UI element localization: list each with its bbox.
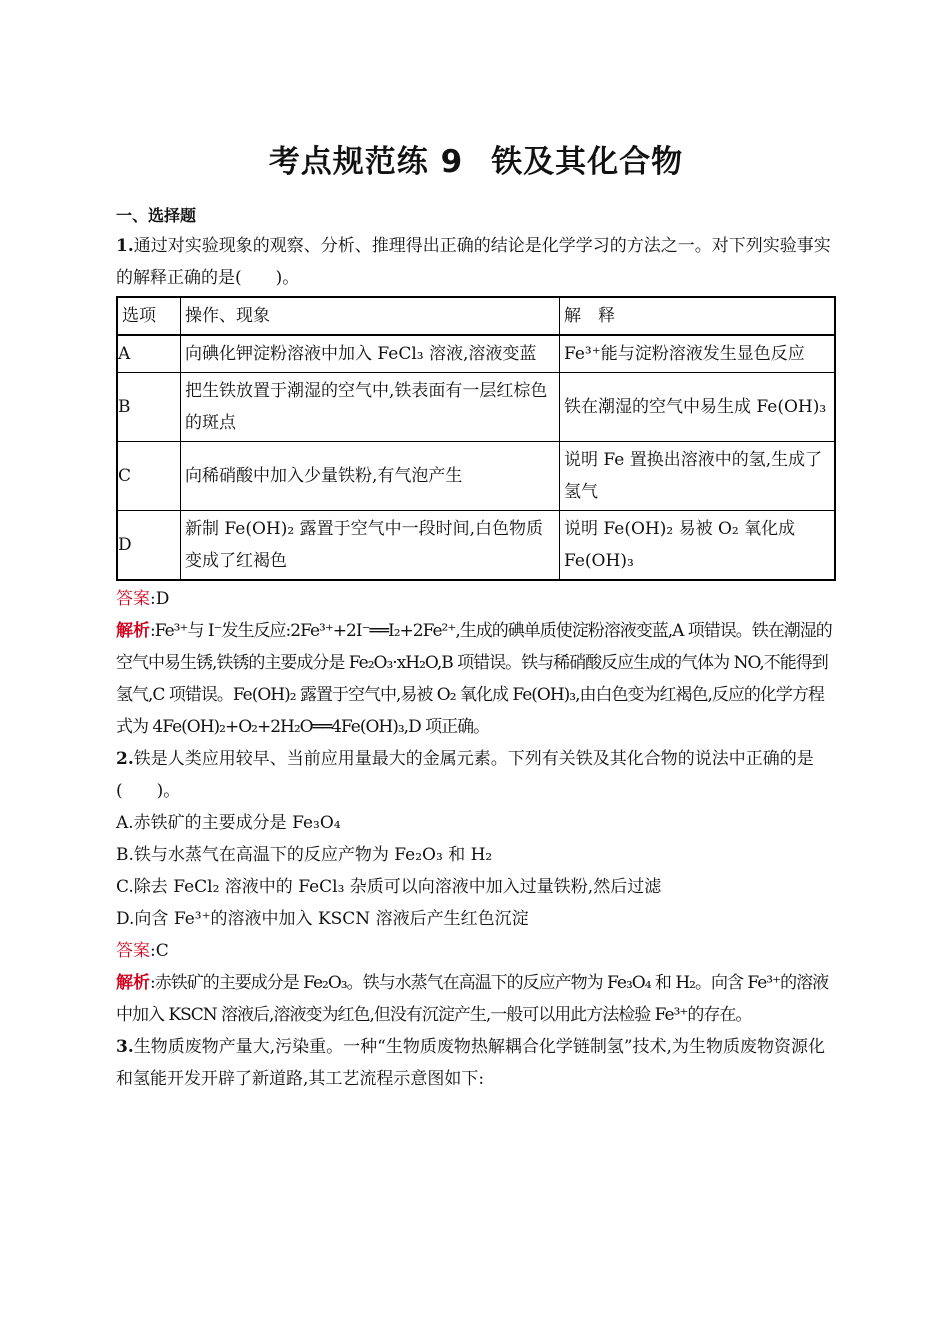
answer-1 [116,583,836,615]
table-header: 选项 [117,297,181,335]
table-cell: 铁在潮湿的空气中易生成 Fe(OH)₃ [560,373,836,442]
table-row [117,373,835,442]
answer-label: 答案 [116,589,150,609]
option-a: A.赤铁矿的主要成分是 Fe₃O₄ [116,813,341,833]
answer-value: :D [150,589,170,609]
table-cell: 新制 Fe(OH)₂ 露置于空气中一段时间,白色物质变成了红褐色 [181,511,560,581]
table-cell: 说明 Fe 置换出溶液中的氢,生成了氢气 [560,442,836,511]
table-header: 操作、现象 [181,297,560,335]
question-1-table [116,296,836,581]
explanation-2 [116,967,836,1031]
question-stem: 铁是人类应用较早、当前应用量最大的金属元素。下列有关铁及其化合物的说法中正确的是( )。 [116,749,814,801]
page-title [116,136,836,181]
explanation-label: 解析 [116,621,150,641]
explanation-1 [116,615,836,743]
explanation-text: :赤铁矿的主要成分是 Fe₂O₃。铁与水蒸气在高温下的反应产物为 Fe₃O₄ 和 H₂。向含 Fe³⁺的溶液中加入 KSCN 溶液后,溶液变为红色,但没有沉淀产生,一般可以用此方法检验 Fe³⁺的存在。 [116,973,829,1025]
table-cell: A [117,335,181,373]
answer-value: :C [150,941,169,961]
table-cell: B [117,373,181,442]
question-stem: 通过对实验现象的观察、分析、推理得出正确的结论是化学学习的方法之一。对下列实验事实的解释正确的是( )。 [116,236,831,288]
table-cell: 说明 Fe(OH)₂ 易被 O₂ 氧化成 Fe(OH)₃ [560,511,836,581]
table-cell: D [117,511,181,581]
question-number: 3. [116,1037,134,1057]
table-cell: C [117,442,181,511]
option-c: C.除去 FeCl₂ 溶液中的 FeCl₃ 杂质可以向溶液中加入过量铁粉,然后过滤 [116,877,662,897]
option-b: B.铁与水蒸气在高温下的反应产物为 Fe₂O₃ 和 H₂ [116,845,493,865]
question-2 [116,743,836,807]
question-3 [116,1031,836,1095]
section-heading: 一、选择题 [116,206,197,225]
question-number: 2. [116,749,134,769]
title-right: 铁及其化合物 [491,144,684,180]
question-1 [116,230,836,294]
answer-label: 答案 [116,941,150,961]
answer-2 [116,935,836,967]
explanation-label: 解析 [116,973,150,993]
table-row [117,335,835,373]
title-left: 考点规范练 9 [268,144,464,180]
table-row [117,511,835,581]
table-cell: Fe³⁺能与淀粉溶液发生显色反应 [560,335,836,373]
question-number: 1. [116,236,134,256]
table-cell: 把生铁放置于潮湿的空气中,铁表面有一层红棕色的斑点 [181,373,560,442]
explanation-text: :Fe³⁺与 I⁻发生反应:2Fe³⁺+2I⁻══I₂+2Fe²⁺,生成的碘单质使淀粉溶液变蓝,A 项错误。铁在潮湿的空气中易生锈,铁锈的主要成分是 Fe₂O₃·xH₂O,B 项错误。铁与稀硝酸反应生成的气体为 NO,不能得到氢气,C 项错误。Fe(OH)₂ 露置于空气中,易被 O₂ 氧化成 Fe(OH)₃,由白色变为红褐色,反应的化学方程式为 4Fe(OH)₂+O₂+2H₂O══4Fe(OH)₃,D 项正确。 [116,621,832,737]
table-header: 解 释 [560,297,836,335]
table-row [117,442,835,511]
table-header-row [117,297,835,335]
table-cell: 向稀硝酸中加入少量铁粉,有气泡产生 [181,442,560,511]
question-stem: 生物质废物产量大,污染重。一种“生物质废物热解耦合化学链制氢”技术,为生物质废物资源化和氢能开发开辟了新道路,其工艺流程示意图如下: [116,1037,825,1089]
document-page [116,128,836,1095]
table-cell: 向碘化钾淀粉溶液中加入 FeCl₃ 溶液,溶液变蓝 [181,335,560,373]
option-d: D.向含 Fe³⁺的溶液中加入 KSCN 溶液后产生红色沉淀 [116,909,529,929]
